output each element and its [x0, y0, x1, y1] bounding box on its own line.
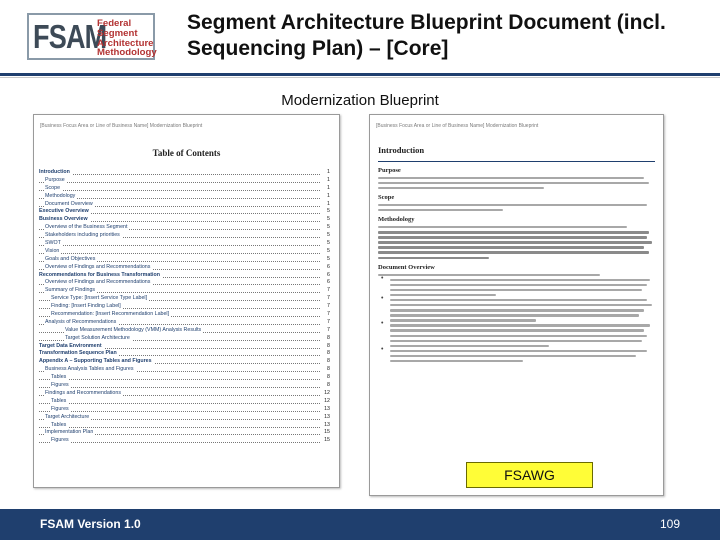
toc-entry-text: Introduction [39, 169, 70, 175]
toc-entry [39, 437, 330, 445]
intro-page-thumbnail [369, 114, 664, 496]
toc-entry-page: 7 [327, 326, 330, 333]
toc-entry [39, 303, 330, 311]
toc-entry-page: 5 [327, 208, 330, 215]
toc-leader-dots [39, 190, 320, 191]
scope-heading: Scope [378, 194, 395, 202]
toc-entry-text: Stakeholders including priorities [45, 232, 120, 239]
purpose-heading: Purpose [378, 167, 401, 174]
toc-entry-text: Figures [51, 382, 69, 389]
text-line [390, 279, 650, 281]
toc-entry [39, 350, 330, 358]
toc-entry-text: Overview of the Business Segment [45, 224, 128, 231]
toc-entry [39, 422, 330, 430]
title-divider-shadow [0, 77, 720, 78]
slide-title: Segment Architecture Blueprint Document (incl. Sequencing Plan) – [Core] [187, 11, 666, 60]
toc-entry [39, 193, 330, 201]
text-line [378, 246, 644, 248]
toc-entry-page: 1 [327, 192, 330, 199]
toc-entry-page: 8 [327, 382, 330, 389]
text-line [390, 335, 647, 337]
toc-entry [39, 319, 330, 327]
toc-entry-text: Findings and Recommendations [45, 389, 121, 396]
toc-entry-page: 6 [327, 263, 330, 270]
toc-entry-text: Summary of Findings [45, 287, 96, 294]
toc-leader-dots [39, 403, 320, 404]
toc-page-thumbnail [33, 114, 340, 488]
toc-entry-text: Tables [51, 374, 67, 381]
text-line [378, 177, 644, 179]
text-line [390, 294, 496, 296]
toc-entry-text: Transformation Sequence Plan [39, 350, 117, 357]
toc-entry-text: Goals and Objectives [45, 255, 96, 262]
toc-entry-text: Service Type: [Insert Service Type Label] [51, 295, 148, 302]
toc-page-header: [Business Focus Area or Line of Business Name] Modernization Blueprint [40, 123, 203, 129]
text-line [390, 314, 639, 316]
toc-leader-dots [39, 379, 320, 380]
text-line [378, 236, 647, 238]
toc-entry [39, 216, 330, 224]
toc-entry-page: 12 [324, 397, 330, 404]
logo-word-3: Architecture [97, 37, 154, 49]
toc-entry [39, 358, 330, 366]
toc-entry [39, 185, 330, 193]
toc-entry-text: Value Measurement Methodology (VMM) Analysis Results [65, 326, 202, 333]
logo-word-1: Federal [97, 18, 132, 29]
toc-entry-text: Executive Overview [39, 208, 89, 215]
toc-entry-page: 5 [327, 224, 330, 231]
toc-entry [39, 248, 330, 256]
toc-entry-page: 13 [324, 421, 330, 428]
toc-entry [39, 177, 330, 185]
toc-entry [39, 240, 330, 248]
list-item [378, 279, 655, 297]
text-line [390, 355, 636, 357]
title-divider [0, 73, 720, 76]
toc-entry-text: SWOT [45, 240, 61, 247]
toc-entry-text: Vision [45, 247, 60, 254]
toc-entry-page: 5 [327, 216, 330, 223]
toc-entry-page: 8 [327, 342, 330, 349]
toc-entry [39, 374, 330, 382]
toc-entry [39, 343, 330, 351]
toc-leader-dots [39, 253, 320, 254]
overview-heading: Document Overview [378, 263, 435, 271]
toc-entry-text: Target Solution Architecture [65, 334, 130, 341]
toc-entry-page: 13 [324, 413, 330, 420]
toc-entry [39, 232, 330, 240]
text-line [390, 324, 650, 326]
toc-entry-page: 8 [327, 366, 330, 373]
toc-entry-text: Overview of Findings and Recommendations [45, 263, 151, 270]
text-line [378, 182, 649, 184]
toc-entry-text: Analysis of Recommendations [45, 318, 117, 325]
toc-entry-page: 8 [327, 358, 330, 365]
text-line [378, 257, 489, 259]
toc-entry-page: 7 [327, 287, 330, 294]
toc-entry-text: Finding: [Insert Finding Label] [51, 303, 121, 310]
toc-entry [39, 287, 330, 295]
list-item [378, 324, 655, 347]
toc-entry [39, 295, 330, 303]
toc-entry-text: Target Architecture [45, 413, 90, 420]
toc-entry-page: 7 [327, 318, 330, 325]
toc-entry-page: 1 [327, 184, 330, 191]
logo-word-4: Methodology [97, 47, 157, 59]
toc-entry-text: Methodology [45, 192, 76, 199]
toc-entry-text: Figures [51, 405, 69, 412]
toc-entry-text: Implementation Plan [45, 429, 94, 436]
toc-entry [39, 429, 330, 437]
text-line [390, 309, 644, 311]
fsawg-callout: FSAWG [466, 462, 593, 488]
toc-entry-text: Recommendation: [Insert Recommendation Label] [51, 311, 170, 318]
toc-entry-page: 15 [324, 429, 330, 436]
toc-entry-page: 5 [327, 255, 330, 262]
toc-entry [39, 224, 330, 232]
toc-entry-text: Recommendations for Business Transformation [39, 271, 160, 278]
toc-leader-dots [39, 182, 320, 183]
toc-entry-page: 1 [327, 169, 330, 175]
text-line [390, 299, 647, 301]
toc-entry-page: 7 [327, 311, 330, 318]
list-item [378, 299, 655, 322]
toc-list [39, 169, 330, 445]
text-line [378, 231, 649, 233]
toc-entry-page: 8 [327, 350, 330, 357]
text-line [390, 319, 536, 321]
intro-heading-rule [378, 161, 655, 162]
methodology-heading: Methodology [378, 216, 415, 224]
toc-leader-dots [39, 198, 320, 199]
footer-version: FSAM Version 1.0 [40, 517, 141, 531]
text-line [378, 204, 647, 206]
toc-entry [39, 390, 330, 398]
toc-entry-page: 8 [327, 374, 330, 381]
fsam-logo [27, 13, 155, 60]
toc-entry-text: Tables [51, 397, 67, 404]
text-line [390, 289, 642, 291]
text-line [390, 360, 523, 362]
toc-entry-page: 8 [327, 334, 330, 341]
toc-entry-text: Business Overview [39, 216, 88, 223]
text-line [378, 251, 649, 253]
text-line [378, 274, 600, 276]
toc-entry-page: 13 [324, 405, 330, 412]
slide-subtitle: Modernization Blueprint [281, 92, 439, 109]
intro-content [378, 145, 655, 365]
text-line [390, 329, 644, 331]
toc-entry [39, 311, 330, 319]
logo-words [97, 19, 157, 58]
text-line [390, 350, 647, 352]
page-number: 109 [659, 517, 680, 531]
toc-entry-page: 7 [327, 295, 330, 302]
text-line [390, 304, 652, 306]
text-line [390, 284, 647, 286]
list-item [378, 350, 655, 363]
toc-entry-page: 5 [327, 240, 330, 247]
footer-bar [0, 509, 720, 540]
text-line [390, 345, 549, 347]
toc-entry-text: Tables [51, 421, 67, 428]
toc-leader-dots [39, 442, 320, 443]
toc-leader-dots [39, 427, 320, 428]
toc-entry [39, 201, 330, 209]
toc-entry [39, 208, 330, 216]
toc-entry [39, 398, 330, 406]
toc-leader-dots [39, 245, 320, 246]
toc-entry-page: 1 [327, 200, 330, 207]
toc-entry-text: Document Overview [45, 200, 93, 207]
toc-entry [39, 406, 330, 414]
toc-entry-page: 6 [327, 279, 330, 286]
text-line [378, 241, 652, 243]
toc-entry [39, 366, 330, 374]
toc-title: Table of Contents [152, 148, 221, 158]
text-line [378, 226, 627, 228]
toc-entry-page: 7 [327, 303, 330, 310]
toc-entry-text: Figures [51, 437, 69, 444]
toc-entry [39, 169, 330, 177]
toc-leader-dots [39, 387, 320, 388]
toc-entry-page: 5 [327, 232, 330, 239]
toc-leader-dots [39, 411, 320, 412]
toc-entry-text: Target Data Environment [39, 342, 102, 349]
toc-entry-page: 12 [324, 389, 330, 396]
intro-heading: Introduction [378, 145, 425, 155]
toc-entry-page: 15 [324, 437, 330, 444]
logo-acronym: FSAM [33, 18, 107, 55]
toc-entry-page: 6 [327, 271, 330, 278]
toc-entry-page: 5 [327, 247, 330, 254]
toc-entry-text: Purpose [45, 176, 65, 183]
toc-entry-text: Overview of Findings and Recommendations [45, 279, 151, 286]
text-line [390, 340, 642, 342]
toc-entry-text: Business Analysis Tables and Figures [45, 366, 134, 373]
toc-entry [39, 414, 330, 422]
toc-entry-text: Appendix A – Supporting Tables and Figures [39, 358, 152, 365]
toc-leader-dots [39, 174, 320, 175]
toc-entry-page: 1 [327, 176, 330, 183]
toc-entry [39, 272, 330, 280]
intro-page-header: [Business Focus Area or Line of Business Name] Modernization Blueprint [376, 123, 539, 129]
toc-entry [39, 327, 330, 335]
toc-entry [39, 264, 330, 272]
text-line [378, 187, 544, 189]
toc-entry-text: Scope [45, 184, 61, 191]
toc-entry [39, 382, 330, 390]
text-line [378, 209, 503, 211]
toc-entry [39, 256, 330, 264]
logo-word-2: Segment [97, 27, 138, 39]
toc-entry [39, 335, 330, 343]
toc-entry [39, 279, 330, 287]
